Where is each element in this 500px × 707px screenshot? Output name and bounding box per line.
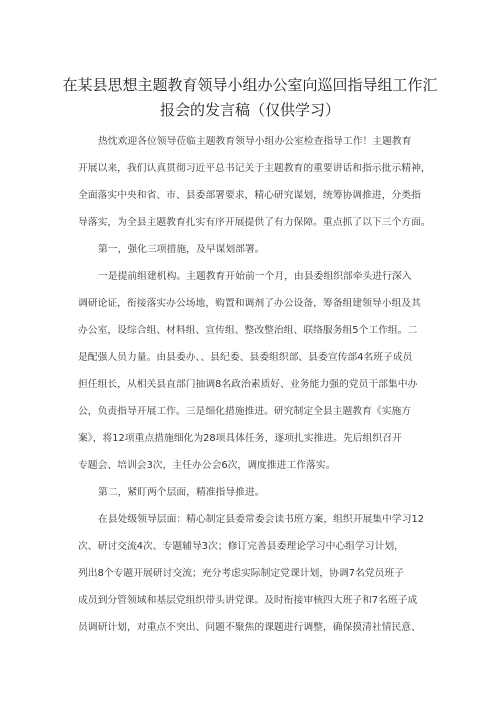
body-line: 开展以来，我们认真贯彻习近平总书记关于主题教育的重要讲话和指示批示精神， bbox=[78, 163, 431, 174]
body-line: 员调研计划，对重点不突出、问题不聚焦的课题进行调整，确保摸清社情民意、 bbox=[78, 622, 421, 633]
body-line: 热忱欢迎各位领导莅临主题教育领导小组办公室检查指导工作！主题教育 bbox=[98, 136, 412, 147]
document-title-line-1: 在某县思想主题教育领导小组办公室向巡回指导组工作汇 bbox=[62, 76, 438, 94]
body-line: 案》，将12项重点措施细化为28项具体任务，逐项扎实推进。先后组织召开 bbox=[78, 433, 402, 444]
body-line: 导落实，为全县主题教育扎实有序开展提供了有力保障。重点抓了以下三个方面。 bbox=[78, 217, 431, 228]
section-heading: 第一，强化三项措施，及早谋划部署。 bbox=[98, 244, 265, 255]
body-line: 办公室，设综合组、材料组、宣传组、整改整治组、联络服务组5个工作组。二 bbox=[78, 325, 418, 336]
section-heading: 第二，紧盯两个层面，精准指导推进。 bbox=[98, 487, 265, 498]
body-line: 列出8个专题开展研讨交流；充分考虑实际制定党课计划，协调7名党员班子 bbox=[78, 568, 404, 579]
body-line: 担任组长，从相关县直部门抽调8名政治素质好、业务能力强的党员干部集中办 bbox=[78, 379, 418, 390]
body-line: 次、研讨交流4次、专题辅导3次；修订完善县委理论学习中心组学习计划， bbox=[78, 541, 404, 552]
document-title-line-2: 报会的发言稿（仅供学习） bbox=[159, 101, 340, 119]
body-line: 成员到分管领域和基层党组织带头讲党课。及时衔接审核四大班子和7名班子成 bbox=[78, 595, 418, 606]
body-line: 全面落实中央和省、市、县委部署要求，精心研究谋划，统筹协调推进，分类指 bbox=[78, 190, 421, 201]
body-line: 在县处级领导层面：精心制定县委常委会读书班方案，组织开展集中学习12 bbox=[98, 514, 424, 525]
body-line: 公，负责指导开展工作。三是细化措施推进。研究制定全县主题教育《实施方 bbox=[78, 406, 412, 417]
body-line: 一是提前组建机构。主题教育开始前一个月，由县委组织部牵头进行深入 bbox=[98, 271, 412, 282]
body-line: 专题会、培训会3次，主任办公会6次，调度推进工作落实。 bbox=[78, 460, 336, 471]
body-line: 调研论证，衔接落实办公场地，购置和调剂了办公设备，筹备组建领导小组及其 bbox=[78, 298, 421, 309]
body-line: 是配强人员力量。由县委办、、县纪委、县委组织部、县委宣传部4名班子成员 bbox=[78, 352, 413, 363]
